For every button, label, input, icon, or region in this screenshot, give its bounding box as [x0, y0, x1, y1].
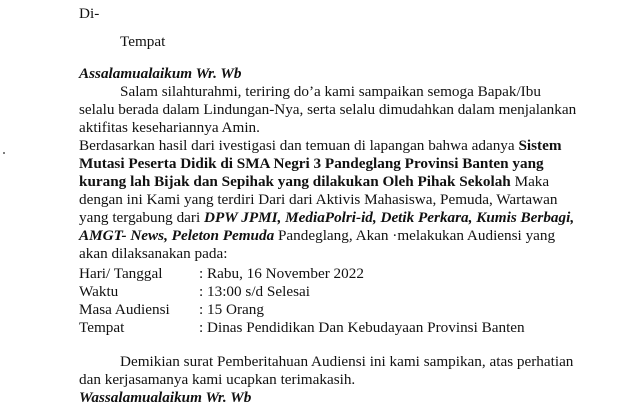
detail-value: : Rabu, 16 November 2022: [199, 265, 364, 282]
para2-line1-text: Berdasarkan hasil dari ivestigasi dan temuan di lapangan bahwa adanya: [79, 137, 519, 154]
para1-line1: Salam silahturahmi, teriring do’a kami sampaikan semoga Bapak/Ibu: [120, 83, 541, 100]
para2-line5-bold: DPW JPMI, MediaPolri-id, Detik Perkara, Kumis Berbagi,: [203, 209, 575, 226]
para2-line4: dengan ini Kami yang terdiri Dari dari Aktivis Mahasiswa, Pemuda, Wartawan: [79, 191, 558, 208]
recipient-prefix: Di-: [79, 5, 100, 22]
detail-value: : Dinas Pendidikan Dan Kebudayaan Provinsi Banten: [199, 319, 525, 336]
para1-line3: aktifitas kesehariannya Amin.: [79, 119, 260, 136]
farewell: Wassalamualaikum Wr. Wb: [79, 389, 252, 406]
detail-label: Hari/ Tanggal: [79, 265, 163, 282]
scan-speck: [3, 152, 5, 154]
recipient-place: Tempat: [120, 33, 166, 50]
para2-line7: akan dilaksanakan pada:: [79, 245, 228, 262]
para2-line1-bold: Sistem: [518, 137, 562, 154]
para2-line6: [79, 227, 555, 245]
para2-line5-text: yang tergabung dari: [79, 209, 204, 226]
para2-line1: [79, 137, 561, 155]
detail-value: : 13:00 s/d Selesai: [199, 283, 310, 300]
greeting: Assalamualaikum Wr. Wb: [79, 65, 242, 82]
detail-label: Waktu: [79, 283, 119, 300]
para2-line3-text: Maka: [510, 173, 550, 190]
para2-line3-bold: kurang lah Bijak dan Sepihak yang dilakukan Oleh Pihak Sekolah: [79, 173, 511, 190]
para2-line3: [79, 173, 549, 191]
para2-line5: [79, 209, 574, 227]
closing-line2: dan kerjasamanya kami ucapkan terimakasih.: [79, 371, 356, 388]
detail-value: : 15 Orang: [199, 301, 264, 318]
para2-line2: Mutasi Peserta Didik di SMA Negri 3 Pandeglang Provinsi Banten yang: [79, 155, 544, 172]
para1-line2: selalu berada dalam Lindungan-Nya, serta selalu dimudahkan dalam menjalankan: [79, 101, 577, 118]
detail-label: Masa Audiensi: [79, 301, 170, 318]
closing-line1: Demikian surat Pemberitahuan Audiensi ini kami sampikan, atas perhatian: [120, 353, 574, 370]
para2-line6-bold: AMGT- News, Peleton Pemuda: [79, 227, 275, 244]
detail-label: Tempat: [79, 319, 125, 336]
para2-line6-text: Pandeglang, Akan ·melakukan Audiensi yang: [274, 227, 556, 244]
